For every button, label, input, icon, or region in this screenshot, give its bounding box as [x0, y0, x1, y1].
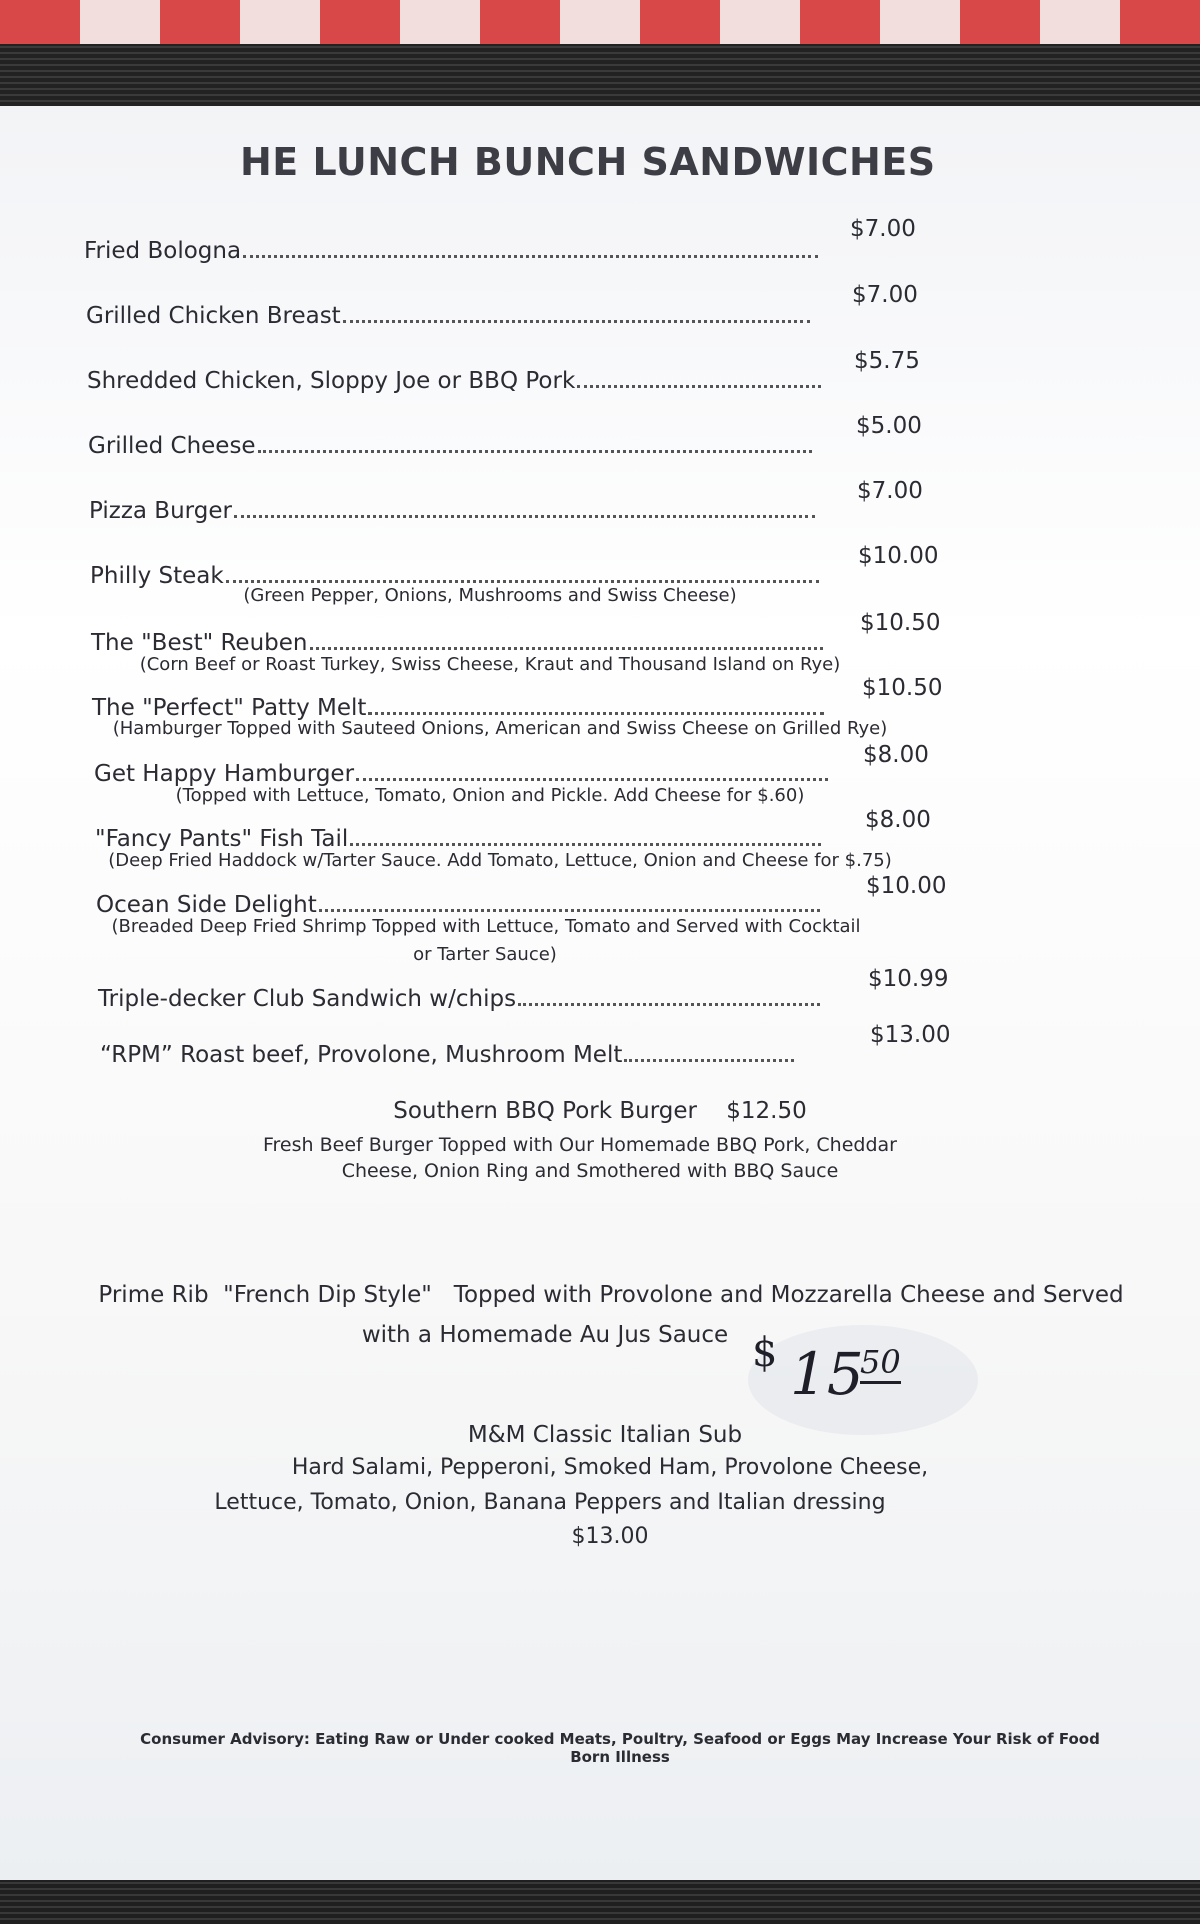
dot-leader: [243, 255, 818, 258]
dot-leader: [368, 712, 824, 715]
menu-item-name: Shredded Chicken, Sloppy Joe or BBQ Pork: [87, 368, 576, 394]
menu-item-name: Grilled Cheese: [88, 433, 256, 459]
southern-bbq-description-continued: Cheese, Onion Ring and Smothered with BBQ Sauce: [341, 1160, 839, 1182]
menu-item-shredded-chicken: [87, 360, 827, 394]
menu-item-description: (Deep Fried Haddock w/Tarter Sauce. Add Tomato, Lettuce, Onion and Cheese for $.75): [108, 850, 892, 871]
southern-bbq-section: [360, 1098, 840, 1124]
italian-sub-name: M&M Classic Italian Sub: [467, 1422, 743, 1448]
italian-sub-line2: Lettuce, Tomato, Onion, Banana Peppers and Italian dressing: [214, 1490, 886, 1515]
menu-item-grilled-chicken: [86, 295, 816, 329]
menu-item-name: Ocean Side Delight: [96, 892, 317, 918]
dot-leader: [234, 515, 815, 518]
dot-leader: [577, 385, 821, 388]
southern-bbq-name: Southern BBQ Pork Burger: [393, 1098, 697, 1124]
menu-item-description: (Green Pepper, Onions, Mushrooms and Swiss Cheese): [243, 585, 737, 606]
menu-item-price: $13.00: [870, 1022, 951, 1048]
dot-leader: [518, 1003, 820, 1006]
italian-sub-price: $13.00: [571, 1524, 649, 1549]
menu-item-price: $7.00: [857, 478, 923, 504]
binder-bottom-edge: [0, 1880, 1200, 1924]
menu-item-price: $8.00: [863, 742, 929, 768]
menu-item-name: Pizza Burger: [89, 498, 232, 524]
menu-item-philly-steak: [90, 555, 825, 589]
menu-item-rpm-melt: [100, 1034, 800, 1068]
menu-item-name: "Fancy Pants" Fish Tail: [95, 826, 349, 852]
menu-item-price: $10.00: [858, 543, 939, 569]
menu-item-ocean-side: [96, 884, 826, 918]
southern-bbq-price: $12.50: [726, 1098, 807, 1124]
menu-item-price: $8.00: [865, 807, 931, 833]
dot-leader: [624, 1059, 794, 1062]
menu-item-happy-hamburger: [94, 753, 834, 787]
handwritten-price: 15: [790, 1340, 864, 1408]
italian-sub-line1: Hard Salami, Pepperoni, Smoked Ham, Provolone Cheese,: [291, 1455, 929, 1480]
binder-top-edge: [0, 44, 1200, 106]
menu-item-pizza-burger: [89, 490, 821, 524]
menu-item-description-continued: or Tarter Sauce): [413, 944, 557, 965]
menu-item-price: $7.00: [852, 282, 918, 308]
menu-item-name: Get Happy Hamburger: [94, 761, 355, 787]
menu-item-description: (Topped with Lettuce, Tomato, Onion and Pickle. Add Cheese for $.60): [175, 785, 805, 806]
dot-leader: [319, 909, 820, 912]
menu-item-name: Triple-decker Club Sandwich w/chips: [98, 986, 517, 1012]
menu-item-name: The "Perfect" Patty Melt: [92, 695, 367, 721]
menu-item-name: Grilled Chicken Breast: [86, 303, 341, 329]
menu-item-patty-melt: [92, 687, 830, 721]
menu-item-name: Fried Bologna: [84, 238, 242, 264]
menu-item-name: Philly Steak: [90, 563, 224, 589]
menu-item-name: The "Best" Reuben: [91, 630, 308, 656]
menu-item-name: “RPM” Roast beef, Provolone, Mushroom Melt: [100, 1042, 623, 1068]
menu-item-price: $10.99: [868, 966, 949, 992]
menu-item-price: $10.50: [862, 675, 943, 701]
handwritten-dollar-sign: $: [752, 1330, 778, 1376]
menu-item-price: $5.00: [856, 413, 922, 439]
menu-item-price: $10.00: [866, 873, 947, 899]
prime-rib-line1: Prime Rib "French Dip Style" Topped with Provolone and Mozzarella Cheese and Served: [98, 1282, 1124, 1308]
dot-leader: [310, 647, 824, 650]
menu-item-reuben: [91, 622, 829, 656]
menu-item-description: (Breaded Deep Fried Shrimp Topped with Lettuce, Tomato and Served with Cocktail: [111, 916, 861, 937]
dot-leader: [343, 320, 810, 323]
handwritten-cents: 50: [860, 1343, 901, 1384]
menu-item-description: (Corn Beef or Roast Turkey, Swiss Cheese, Kraut and Thousand Island on Rye): [139, 654, 841, 675]
menu-item-fish-tail: [95, 818, 827, 852]
menu-item-club-sandwich: [98, 978, 826, 1012]
prime-rib-line2: with a Homemade Au Jus Sauce: [361, 1322, 729, 1348]
menu-item-price: $5.75: [854, 348, 920, 374]
menu-item-price: $7.00: [850, 216, 916, 242]
dot-leader: [226, 580, 819, 583]
menu-item-price: $10.50: [860, 610, 941, 636]
consumer-advisory: Consumer Advisory: Eating Raw or Under cooked Meats, Poultry, Seafood or Eggs May Increase Your Risk of Food Born Illness: [140, 1730, 1100, 1766]
menu-item-description: (Hamburger Topped with Sauteed Onions, American and Swiss Cheese on Grilled Rye): [112, 718, 888, 739]
menu-item-grilled-cheese: [88, 425, 818, 459]
dot-leader: [258, 450, 812, 453]
menu-item-fried-bologna: [84, 230, 824, 264]
southern-bbq-description: Fresh Beef Burger Topped with Our Homemade BBQ Pork, Cheddar: [262, 1134, 897, 1156]
dot-leader: [350, 843, 821, 846]
menu-title: HE LUNCH BUNCH SANDWICHES: [240, 140, 936, 184]
dot-leader: [356, 778, 828, 781]
